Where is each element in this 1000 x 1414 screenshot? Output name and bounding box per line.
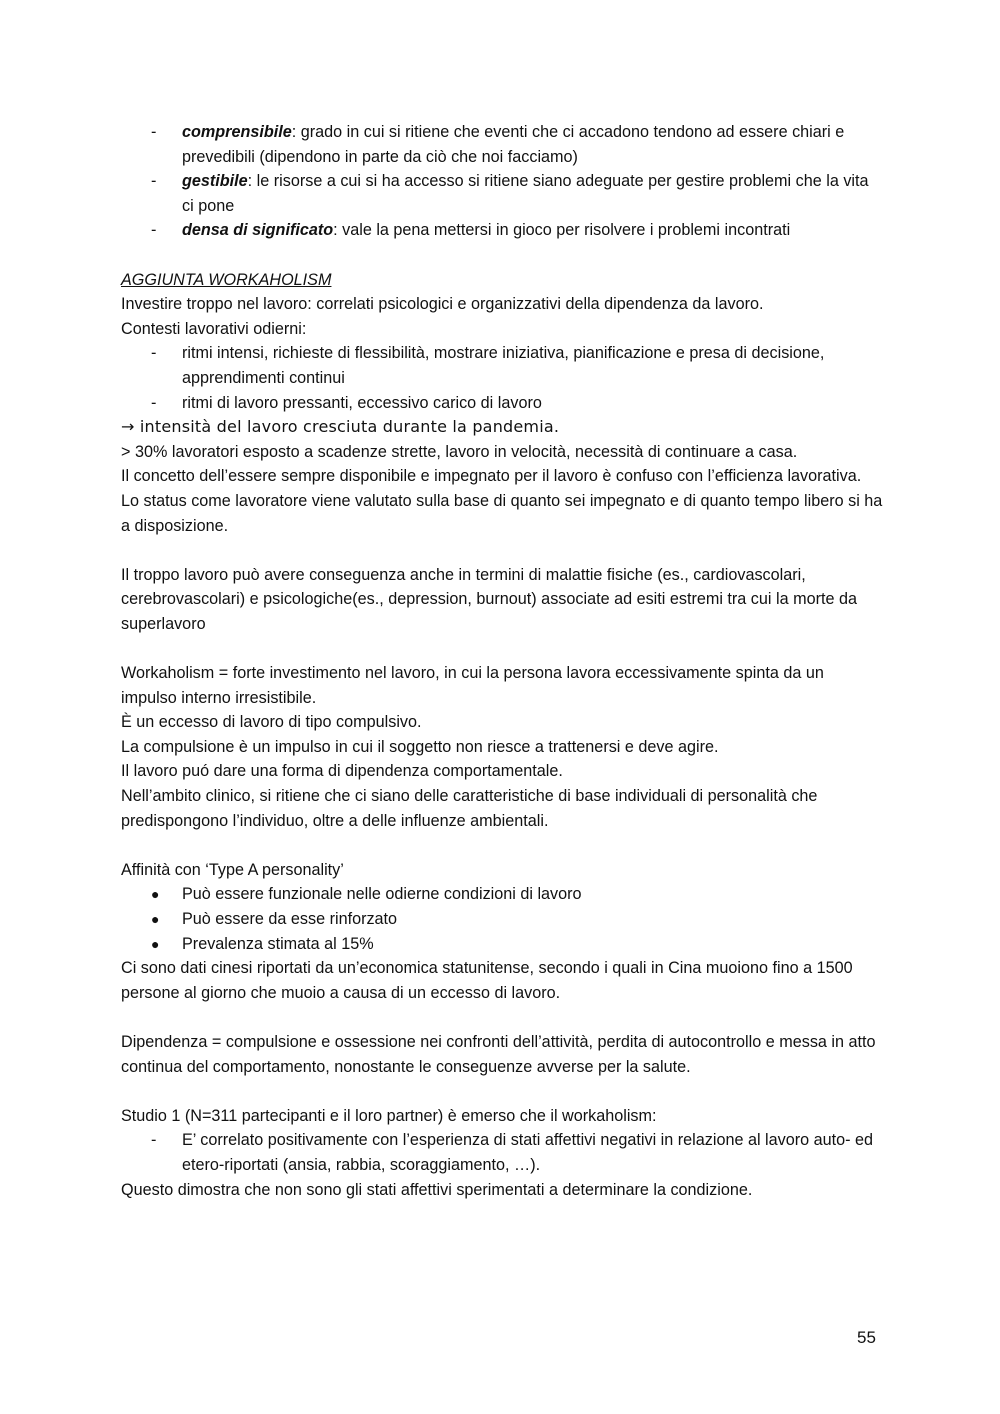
list-item [121, 907, 883, 932]
list-item [121, 391, 883, 416]
bullet-marker: ● [151, 886, 160, 903]
term-description: : vale la pena mettersi in gioco per risolvere i problemi incontrati [333, 221, 791, 240]
bullet-marker: ● [151, 935, 160, 952]
list-item-text: ritmi di lavoro pressanti, eccessivo carico di lavoro [182, 393, 542, 412]
intro-list [121, 120, 883, 243]
paragraph: Investire troppo nel lavoro: correlati psicologici e organizzativi della dipendenza da lavoro. [121, 295, 764, 314]
paragraph: La compulsione è un impulso in cui il soggetto non riesce a trattenersi e deve agire. [121, 737, 719, 756]
section-heading: AGGIUNTA WORKAHOLISM [121, 270, 332, 289]
paragraph-gap [121, 538, 883, 563]
term-label: comprensibile [182, 123, 292, 141]
dash-marker: - [151, 221, 157, 240]
paragraph-gap [121, 833, 883, 858]
page-number: 55 [857, 1328, 876, 1347]
list-item-text: Può essere da esse rinforzato [182, 910, 398, 928]
term-label: densa di significato [182, 221, 334, 240]
paragraph: Contesti lavorativi odierni: [121, 319, 307, 338]
list-item [121, 882, 883, 907]
term-description: : grado in cui si ritiene che eventi che ci accadono tendono ad essere chiari e prevedibili (dipendono in parte da ciò che noi facciamo) [182, 123, 845, 166]
paragraph: Ci sono dati cinesi riportati da un’economica statunitense, secondo i quali in Cina muoiono fino a 1500 persone al giorno che muoio a causa di un eccesso di lavoro. [121, 959, 853, 1002]
contesti-list [121, 341, 883, 415]
paragraph: Il concetto dell’essere sempre disponibile e impegnato per il lavoro è confuso con l’efficienza lavorativa. [121, 467, 862, 486]
paragraph-gap [121, 1005, 883, 1030]
paragraph: Nell’ambito clinico, si ritiene che ci siano delle caratteristiche di base individuali di personalità che predispongono l’individuo, oltre a delle influenze ambientali. [121, 787, 818, 830]
list-item [121, 120, 883, 169]
affinita-list [121, 882, 883, 956]
list-item-text: Prevalenza stimata al 15% [182, 934, 374, 953]
dash-marker: - [151, 172, 157, 191]
list-item [121, 341, 883, 390]
studio-list [121, 1128, 883, 1177]
paragraph: Lo status come lavoratore viene valutato sulla base di quanto sei impegnato e di quanto tempo libero si ha a disposizione. [121, 491, 883, 535]
list-item [121, 169, 883, 218]
list-item-text: Può essere funzionale nelle odierne condizioni di lavoro [182, 885, 582, 904]
paragraph: Studio 1 (N=311 partecipanti e il loro partner) è emerso che il workaholism: [121, 1106, 657, 1125]
paragraph: Questo dimostra che non sono gli stati affettivi sperimentati a determinare la condizione. [121, 1180, 753, 1199]
dash-marker: - [151, 393, 157, 412]
list-item-text: ritmi intensi, richieste di flessibilità, mostrare iniziativa, pianificazione e presa di decisione, apprendimenti continui [182, 344, 825, 387]
page-content [121, 120, 883, 1202]
list-item [121, 932, 883, 957]
paragraph: Dipendenza = compulsione e ossessione nei confronti dell’attività, perdita di autocontrollo e messa in atto continua del comportamento, nonostante le conseguenze avverse per la salute. [121, 1032, 876, 1076]
dash-marker: - [151, 123, 157, 141]
paragraph: È un eccesso di lavoro di tipo compulsivo. [121, 713, 422, 732]
list-item [121, 218, 883, 243]
paragraph: Workaholism = forte investimento nel lavoro, in cui la persona lavora eccessivamente spinta da un impulso interno irresistibile. [121, 664, 824, 707]
dash-marker: - [151, 344, 157, 363]
paragraph: > 30% lavoratori esposto a scadenze strette, lavoro in velocità, necessità di continuare a casa. [121, 442, 798, 461]
list-item [121, 1128, 883, 1177]
paragraph-gap [121, 243, 883, 268]
paragraph: Il lavoro puó dare una forma di dipendenza comportamentale. [121, 762, 563, 781]
dash-marker: - [151, 1131, 157, 1150]
term-label: gestibile [182, 172, 248, 191]
arrow-note: → intensità del lavoro cresciuta durante la pandemia. [121, 417, 560, 437]
paragraph-gap [121, 1079, 883, 1104]
list-item-text: E’ correlato positivamente con l’esperienza di stati affettivi negativi in relazione al lavoro auto- ed etero-riportati (ansia, rabbia, scoraggiamento, …). [182, 1131, 874, 1174]
paragraph: Il troppo lavoro può avere conseguenza anche in termini di malattie fisiche (es., cardiovascolari, cerebrovascolari) e psicologiche(es., depression, burnout) associate ad esiti estremi tra cui la morte da superlavoro [121, 565, 857, 633]
paragraph: Affinità con ‘Type A personality’ [121, 860, 344, 879]
term-description: : le risorse a cui si ha accesso si ritiene siano adeguate per gestire problemi che la vita ci pone [182, 172, 869, 215]
paragraph-gap [121, 636, 883, 661]
bullet-marker: ● [151, 911, 160, 927]
